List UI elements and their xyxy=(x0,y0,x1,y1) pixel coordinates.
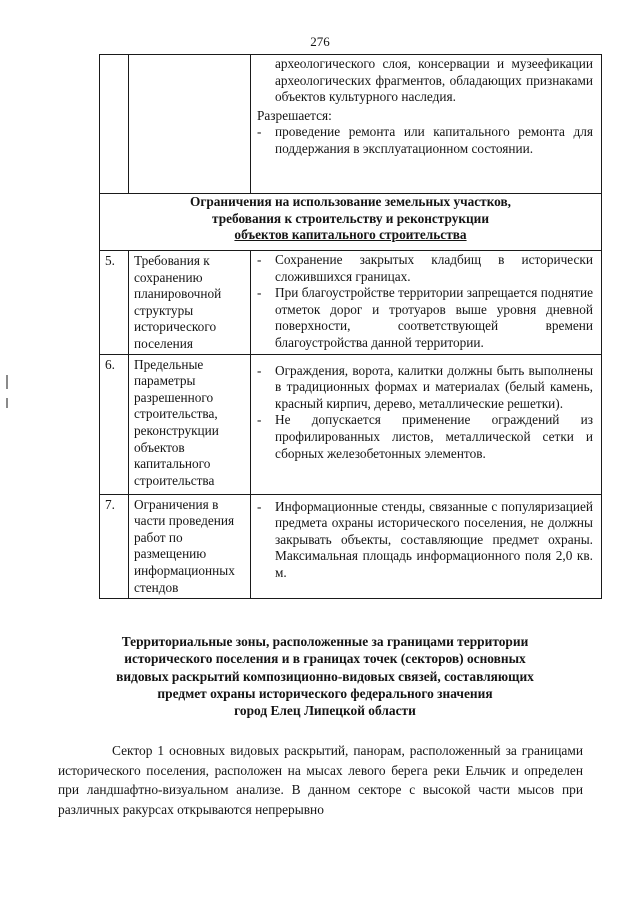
scan-edge-mark xyxy=(6,375,8,389)
name-cell: Требования к сохранению планировочной структуры исторического поселения xyxy=(129,251,251,355)
section-header-line: Ограничения на использование земельных участков, xyxy=(189,194,512,209)
page-number: 276 xyxy=(310,34,330,49)
restrictions-table xyxy=(99,54,602,599)
number-cell: 7. xyxy=(100,494,129,598)
number-cell: 6. xyxy=(100,354,129,494)
list-item: - Ограждения, ворота, калитки должны быть выполнены в традиционных формах и материалах (белый камень, красный кирпич, дерево, металлические решетки). xyxy=(257,362,593,411)
name-cell: Ограничения в части проведения работ по размещению информационных стендов xyxy=(129,494,251,598)
heading-line: видовых раскрытий композиционно-видовых связей, составляющих xyxy=(116,668,534,684)
dash-marker: - xyxy=(257,362,262,378)
scan-edge-mark xyxy=(6,398,8,408)
section-header-line: объектов капитального строительства xyxy=(234,227,467,243)
description-cell xyxy=(251,251,602,355)
section-heading xyxy=(90,633,560,719)
allowed-item: - проведение ремонта или капитального ремонта для поддержания в эксплуатационном состоянии. xyxy=(257,124,593,156)
description-cell xyxy=(251,55,602,194)
list-item: - Сохранение закрытых кладбищ в исторически сложившихся границах. xyxy=(257,252,593,284)
table-row xyxy=(100,494,602,598)
name-cell xyxy=(129,55,251,194)
dash-marker: - xyxy=(257,124,262,140)
name-cell: Предельные параметры разрешенного строительства, реконструкции объектов капитального строительства xyxy=(129,354,251,494)
body-paragraph: Сектор 1 основных видовых раскрытий, панорам, расположенный за границами исторического поселения, расположен на мысах левого берега реки Ельчик и определен при ландшафтно-визуальном анализе. В данном секторе с высокой части мысов при различных ракурсах открываются непрерывно xyxy=(58,743,583,817)
number-cell xyxy=(100,55,129,194)
list-item: - Информационные стенды, связанные с популяризацией предмета охраны исторического поселения, не должны закрывать объекты, составляющие предмет охраны. Максимальная площадь информационного поля 2,0 кв. м. xyxy=(257,498,593,580)
section-header xyxy=(100,194,602,251)
dash-marker: - xyxy=(257,252,262,267)
heading-line: город Елец Липецкой области xyxy=(234,703,416,719)
table-row xyxy=(100,354,602,494)
allowed-label: Разрешается: xyxy=(257,107,332,123)
dash-marker: - xyxy=(257,498,262,514)
table-row xyxy=(100,251,602,355)
section-header-row xyxy=(100,194,602,251)
heading-line: Территориальные зоны, расположенные за границами территории xyxy=(121,634,529,649)
table-row-continued xyxy=(100,55,602,194)
continued-item: археологического слоя, консервации и музеефикации археологических фрагментов, обладающих признаками объектов культурного наследия. xyxy=(275,56,593,105)
number-cell: 5. xyxy=(100,251,129,355)
dash-marker: - xyxy=(257,412,262,428)
list-item: - Не допускается применение ограждений из профилированных листов, металлической сетки и сборных железобетонных элементов. xyxy=(257,412,593,461)
list-item: - При благоустройстве территории запрещается поднятие отметок дорог и тротуаров выше уровня дневной поверхности, соответствующей времени благоустройства данной территории. xyxy=(257,285,593,350)
description-cell xyxy=(251,354,602,494)
dash-marker: - xyxy=(257,285,262,301)
section-header-line: требования к строительству и реконструкции xyxy=(212,210,489,226)
description-cell xyxy=(251,494,602,598)
heading-line: предмет охраны исторического федерального значения xyxy=(157,685,493,701)
heading-line: исторического поселения и в границах точек (секторов) основных xyxy=(124,651,526,667)
